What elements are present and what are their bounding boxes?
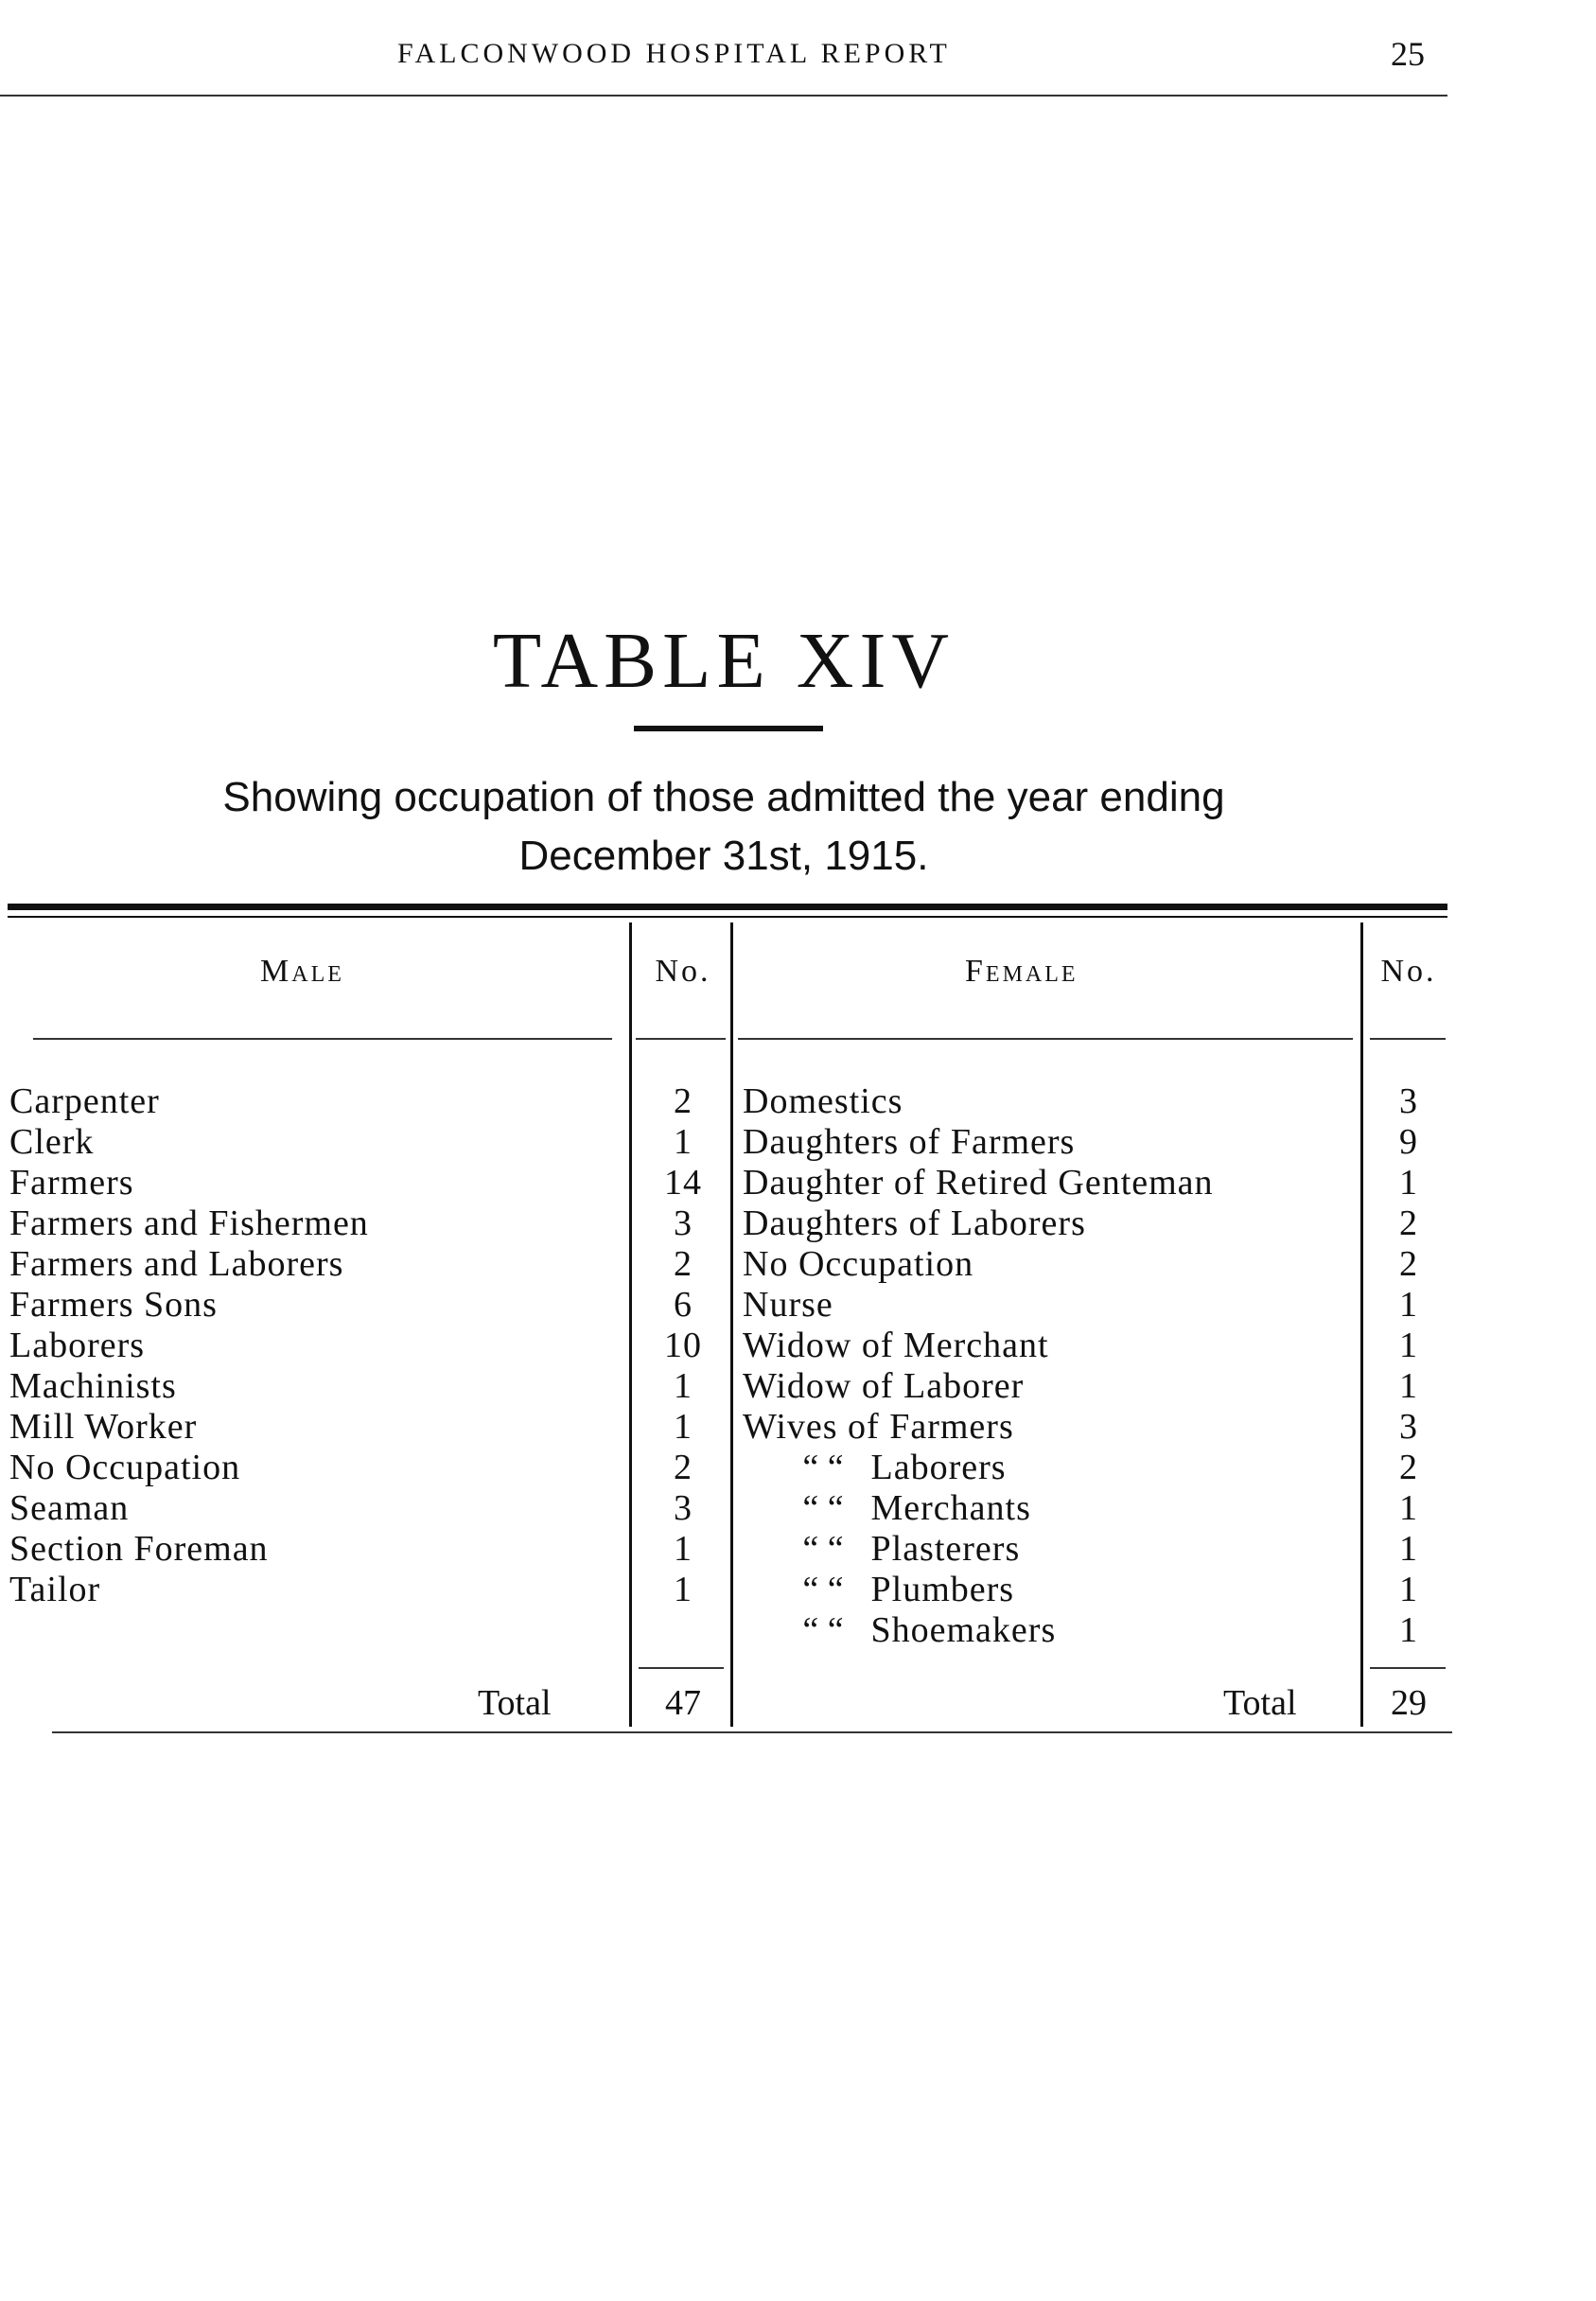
header-rule xyxy=(0,95,1447,97)
male-count: 14 xyxy=(664,1163,702,1203)
female-occupation: Widow of Merchant xyxy=(743,1326,1049,1365)
female-row xyxy=(785,1570,1014,1609)
table-top-rule-thin xyxy=(8,916,1447,918)
ditto-marks: “ “ xyxy=(802,1529,844,1569)
sum-line-male xyxy=(639,1667,724,1669)
running-header xyxy=(0,35,1596,85)
female-count: 9 xyxy=(1399,1122,1418,1162)
male-row xyxy=(9,1326,145,1365)
female-count: 1 xyxy=(1399,1326,1418,1365)
caption-line-1: Showing occupation of those admitted the year ending xyxy=(222,774,1225,820)
table-top-rule xyxy=(8,904,1447,910)
column-header-female-no-label: No. xyxy=(1380,954,1437,989)
column-header-female xyxy=(965,954,1079,990)
header-underline-male xyxy=(33,1038,612,1040)
male-row xyxy=(9,1244,343,1284)
female-row xyxy=(785,1448,1007,1487)
ditto-marks: “ “ xyxy=(802,1570,844,1609)
male-count: 1 xyxy=(674,1122,693,1162)
female-occupation: Shoemakers xyxy=(870,1610,1057,1650)
male-row xyxy=(9,1285,218,1325)
table-title: TABLE XIV xyxy=(492,617,956,705)
female-count: 1 xyxy=(1399,1529,1418,1569)
male-row xyxy=(9,1529,269,1569)
female-occupation: Wives of Farmers xyxy=(743,1407,1014,1447)
male-row xyxy=(9,1407,197,1447)
male-count: 2 xyxy=(674,1448,693,1487)
male-row xyxy=(9,1081,160,1121)
male-row xyxy=(9,1488,129,1528)
female-row xyxy=(743,1122,1075,1162)
female-occupation: Nurse xyxy=(743,1285,833,1325)
female-row xyxy=(743,1407,1014,1447)
male-occupation: Clerk xyxy=(9,1122,95,1162)
ditto-marks: “ “ xyxy=(802,1448,844,1487)
female-occupation: No Occupation xyxy=(743,1244,974,1284)
male-row xyxy=(9,1163,134,1203)
male-occupation: No Occupation xyxy=(9,1448,241,1487)
female-count: 2 xyxy=(1399,1448,1418,1487)
female-occupation: Laborers xyxy=(870,1448,1007,1487)
male-count: 3 xyxy=(674,1488,693,1528)
sum-line-female xyxy=(1370,1667,1446,1669)
column-header-male-no xyxy=(636,954,730,990)
male-occupation: Farmers Sons xyxy=(9,1285,218,1325)
column-rule-male-no-right xyxy=(730,922,733,1727)
page-number: 25 xyxy=(1391,35,1425,73)
male-count: 1 xyxy=(674,1366,693,1406)
column-header-male-label: Male xyxy=(260,954,344,989)
male-count: 1 xyxy=(674,1529,693,1569)
column-header-male-no-label: No. xyxy=(655,954,711,989)
female-row xyxy=(743,1163,1214,1203)
header-underline-male-no xyxy=(636,1038,726,1040)
male-occupation: Section Foreman xyxy=(9,1529,269,1569)
male-occupation: Farmers and Laborers xyxy=(9,1244,344,1284)
column-header-female-no xyxy=(1366,954,1451,990)
male-occupation: Laborers xyxy=(9,1326,146,1365)
male-occupation: Seaman xyxy=(9,1488,130,1528)
table-bottom-rule xyxy=(52,1731,1452,1733)
title-underline xyxy=(634,726,823,731)
female-occupation: Daughters of Laborers xyxy=(743,1203,1086,1243)
male-occupation: Machinists xyxy=(9,1366,177,1406)
header-underline-female-no xyxy=(1370,1038,1446,1040)
column-rule-male-no-left xyxy=(629,922,632,1727)
female-count: 1 xyxy=(1399,1285,1418,1325)
female-count: 3 xyxy=(1399,1081,1418,1121)
male-row xyxy=(9,1448,240,1487)
male-count: 2 xyxy=(674,1081,693,1121)
male-occupation: Tailor xyxy=(9,1570,101,1609)
ditto-marks: “ “ xyxy=(802,1610,844,1650)
male-occupation: Carpenter xyxy=(9,1081,160,1121)
female-row xyxy=(743,1326,1049,1365)
female-count: 1 xyxy=(1399,1163,1418,1203)
caption-line-2: December 31st, 1915. xyxy=(518,833,929,879)
female-row xyxy=(785,1610,1056,1650)
female-count: 1 xyxy=(1399,1366,1418,1406)
female-count: 1 xyxy=(1399,1570,1418,1609)
male-row xyxy=(9,1203,369,1243)
female-row xyxy=(785,1529,1020,1569)
column-header-female-label: Female xyxy=(965,954,1079,989)
ditto-marks: “ “ xyxy=(802,1488,844,1528)
male-count: 1 xyxy=(674,1570,693,1609)
male-row xyxy=(9,1570,100,1609)
male-total-value: 47 xyxy=(665,1683,701,1723)
female-count: 2 xyxy=(1399,1244,1418,1284)
female-total-label: Total xyxy=(1223,1683,1297,1723)
male-count: 1 xyxy=(674,1407,693,1447)
female-row xyxy=(743,1203,1086,1243)
female-occupation: Merchants xyxy=(870,1488,1031,1528)
female-row xyxy=(743,1081,903,1121)
female-row xyxy=(785,1488,1031,1528)
male-total-label: Total xyxy=(478,1683,552,1723)
female-occupation: Domestics xyxy=(743,1081,903,1121)
table-caption xyxy=(0,768,1447,886)
column-header-male xyxy=(260,954,344,990)
female-occupation: Widow of Laborer xyxy=(743,1366,1025,1406)
female-occupation: Daughter of Retired Genteman xyxy=(743,1163,1214,1203)
female-count: 2 xyxy=(1399,1203,1418,1243)
female-row xyxy=(743,1366,1024,1406)
male-count: 6 xyxy=(674,1285,693,1325)
male-occupation: Farmers and Fishermen xyxy=(9,1203,369,1243)
female-count: 3 xyxy=(1399,1407,1418,1447)
female-occupation: Plumbers xyxy=(870,1570,1015,1609)
female-count: 1 xyxy=(1399,1610,1418,1650)
female-row xyxy=(743,1244,973,1284)
column-rule-female-no-left xyxy=(1360,922,1363,1727)
male-count: 2 xyxy=(674,1244,693,1284)
female-total-value: 29 xyxy=(1391,1683,1427,1723)
male-occupation: Farmers xyxy=(9,1163,134,1203)
header-underline-female xyxy=(738,1038,1353,1040)
male-occupation: Mill Worker xyxy=(9,1407,198,1447)
male-row xyxy=(9,1366,177,1406)
female-occupation: Daughters of Farmers xyxy=(743,1122,1076,1162)
male-row xyxy=(9,1122,94,1162)
female-count: 1 xyxy=(1399,1488,1418,1528)
female-row xyxy=(743,1285,833,1325)
male-count: 10 xyxy=(664,1326,702,1365)
female-occupation: Plasterers xyxy=(870,1529,1021,1569)
running-title: FALCONWOOD HOSPITAL REPORT xyxy=(397,38,951,69)
male-count: 3 xyxy=(674,1203,693,1243)
